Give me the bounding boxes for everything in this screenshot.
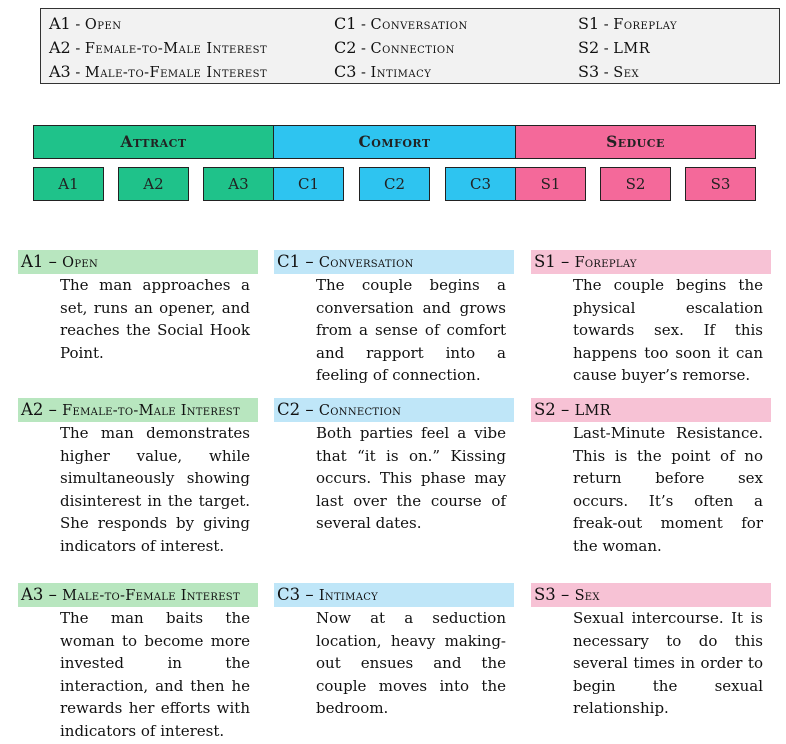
detail-title: Female-to-Male Interest <box>62 403 240 419</box>
detail-a1 <box>18 250 258 364</box>
detail-heading: A1 – Open <box>18 250 258 274</box>
legend-code: A3 <box>49 62 71 81</box>
detail-c3 <box>274 583 514 720</box>
legend-item: A2 - Female-to-Male Interest <box>49 38 268 57</box>
legend-item: C3 - Intimacy <box>334 62 432 81</box>
step-c1: C1 <box>273 167 344 201</box>
phase-attract: Attract <box>33 125 274 159</box>
legend-label: Conversation <box>370 17 468 33</box>
step-a3: A3 <box>203 167 274 201</box>
legend-box <box>40 8 780 84</box>
legend-column-attract <box>49 12 267 84</box>
detail-title: Sex <box>574 588 600 604</box>
detail-s2 <box>531 398 771 557</box>
detail-text: The couple begins a conversation and grows from a sense of comfort and rapport into a feeling of connection. <box>316 276 506 384</box>
detail-code: S2 <box>534 400 556 419</box>
detail-c1 <box>274 250 514 387</box>
detail-title: Conversation <box>318 255 414 271</box>
detail-text: The couple begins the physical escalation towards sex. If this happens too soon it can cause buyer’s remorse. <box>573 276 763 384</box>
legend-label: Connection <box>370 41 455 57</box>
step-s1: S1 <box>515 167 586 201</box>
detail-heading: S3 – Sex <box>531 583 771 607</box>
step-c3: C3 <box>445 167 516 201</box>
detail-heading: C1 – Conversation <box>274 250 514 274</box>
legend-item: A3 - Male-to-Female Interest <box>49 62 268 81</box>
legend-label: Sex <box>613 65 640 81</box>
legend-item: C2 - Connection <box>334 38 455 57</box>
detail-code: A2 <box>21 400 44 419</box>
detail-s3 <box>531 583 771 720</box>
step-a1: A1 <box>33 167 104 201</box>
detail-text: The man approaches a set, runs an opener, and reaches the Social Hook Point. <box>60 276 250 362</box>
detail-heading: A2 – Female-to-Male Interest <box>18 398 258 422</box>
legend-code: A1 <box>49 14 71 33</box>
detail-code: A1 <box>21 252 44 271</box>
detail-a3 <box>18 583 258 742</box>
step-c2: C2 <box>359 167 430 201</box>
legend-column-seduce <box>578 12 677 84</box>
phase-comfort: Comfort <box>273 125 516 159</box>
detail-heading: C3 – Intimacy <box>274 583 514 607</box>
detail-title: Open <box>62 255 99 271</box>
step-s3: S3 <box>685 167 756 201</box>
legend-item: S2 - LMR <box>578 38 651 57</box>
legend-code: S3 <box>578 62 600 81</box>
detail-text: Both parties feel a vibe that “it is on.” Kissing occurs. This phase may last over the course of several dates. <box>316 424 506 532</box>
detail-heading: S1 – Foreplay <box>531 250 771 274</box>
detail-text: Sexual intercourse. It is necessary to do this several times in order to begin the sexual relationship. <box>573 609 763 717</box>
detail-s1 <box>531 250 771 387</box>
detail-heading: C2 – Connection <box>274 398 514 422</box>
detail-title: LMR <box>574 403 611 419</box>
detail-code: A3 <box>21 585 44 604</box>
detail-text: Last-Minute Resistance. This is the point of no return before sex occurs. It’s often a freak-out moment for the woman. <box>573 424 763 555</box>
detail-code: S1 <box>534 252 556 271</box>
detail-title: Connection <box>318 403 402 419</box>
legend-code: C2 <box>334 38 357 57</box>
legend-item: S3 - Sex <box>578 62 640 81</box>
detail-code: C3 <box>277 585 301 604</box>
legend-label: Intimacy <box>370 65 432 81</box>
detail-text: Now at a seduction location, heavy making-out ensues and the couple moves into the bedroom. <box>316 609 506 717</box>
legend-code: S2 <box>578 38 600 57</box>
detail-c2 <box>274 398 514 535</box>
legend-column-comfort <box>334 12 468 84</box>
detail-title: Intimacy <box>318 588 379 604</box>
legend-code: C1 <box>334 14 357 33</box>
legend-item: A1 - Open <box>49 14 122 33</box>
detail-code: C1 <box>277 252 301 271</box>
detail-heading: A3 – Male-to-Female Interest <box>18 583 258 607</box>
legend-label: Female-to-Male Interest <box>84 41 268 57</box>
legend-label: LMR <box>613 41 651 57</box>
detail-title: Foreplay <box>574 255 637 271</box>
detail-a2 <box>18 398 258 557</box>
legend-label: Open <box>84 17 122 33</box>
legend-item: S1 - Foreplay <box>578 14 678 33</box>
detail-title: Male-to-Female Interest <box>62 588 240 604</box>
legend-item: C1 - Conversation <box>334 14 468 33</box>
step-s2: S2 <box>600 167 671 201</box>
legend-code: C3 <box>334 62 357 81</box>
legend-label: Male-to-Female Interest <box>84 65 268 81</box>
detail-heading: S2 – LMR <box>531 398 771 422</box>
legend-code: A2 <box>49 38 71 57</box>
step-a2: A2 <box>118 167 189 201</box>
legend-code: S1 <box>578 14 600 33</box>
detail-code: S3 <box>534 585 556 604</box>
detail-text: The man baits the woman to become more invested in the interaction, and then he rewards her efforts with indicators of interest. <box>60 609 250 740</box>
legend-label: Foreplay <box>613 17 678 33</box>
detail-code: C2 <box>277 400 301 419</box>
phase-seduce: Seduce <box>515 125 756 159</box>
detail-text: The man demonstrates higher value, while simultaneously showing disinterest in the target. She responds by giving indicators of interest. <box>60 424 250 555</box>
